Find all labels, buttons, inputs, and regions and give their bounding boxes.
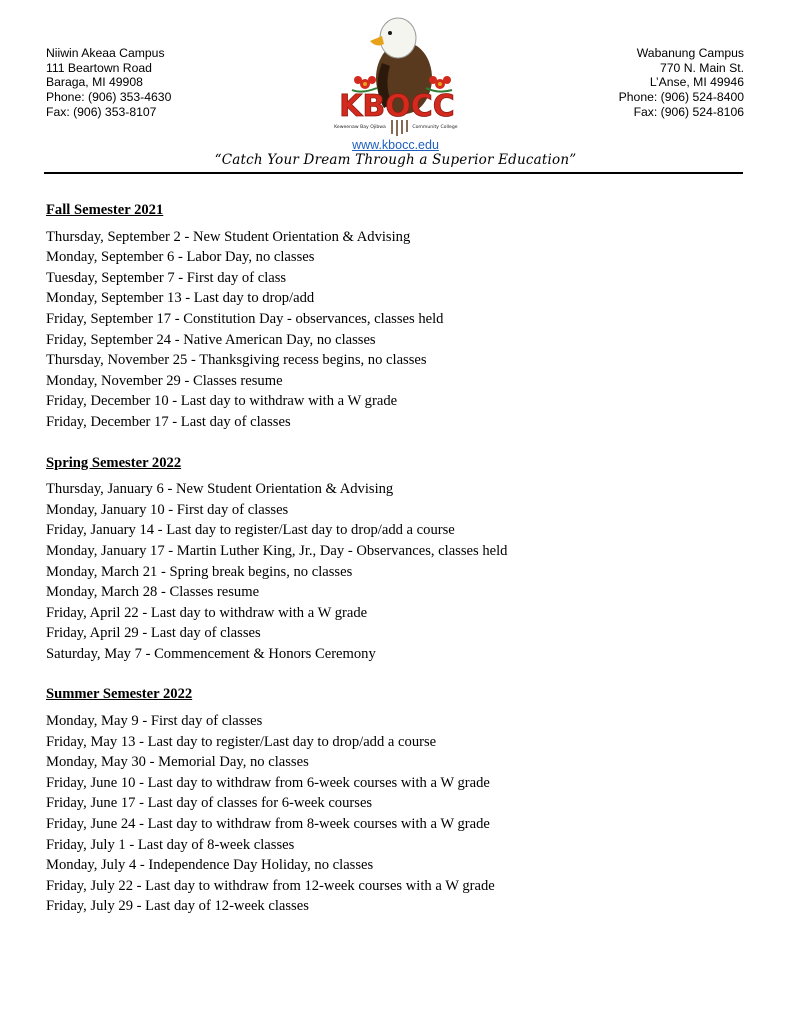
- calendar-event: Friday, May 13 - Last day to register/Last day to drop/add a course: [46, 733, 437, 750]
- calendar-event: Friday, September 17 - Constitution Day - observances, classes held: [46, 310, 444, 327]
- campus-city: L’Anse, MI 49946: [649, 75, 744, 90]
- calendar-event: Friday, December 10 - Last day to withdraw with a W grade: [46, 393, 398, 410]
- semester-section: [46, 453, 751, 665]
- calendar-event: Monday, November 29 - Classes resume: [46, 372, 283, 389]
- semester-section: [46, 200, 751, 433]
- calendar-event: Friday, December 17 - Last day of classes: [46, 413, 291, 430]
- academic-calendar: [46, 200, 751, 937]
- semester-title: Spring Semester 2022: [46, 454, 182, 471]
- calendar-event: Friday, July 22 - Last day to withdraw from 12-week courses with a W grade: [46, 877, 495, 894]
- calendar-event: Friday, September 24 - Native American Day, no classes: [46, 331, 376, 348]
- calendar-event: Monday, September 13 - Last day to drop/add: [46, 290, 315, 307]
- website-link[interactable]: www.kbocc.edu: [352, 138, 439, 152]
- right-campus-address: [619, 46, 744, 120]
- calendar-event: Friday, July 29 - Last day of 12-week classes: [46, 898, 309, 915]
- campus-phone: Phone: (906) 524-8400: [618, 90, 744, 105]
- calendar-event: Monday, January 17 - Martin Luther King, Jr., Day - Observances, classes held: [46, 542, 508, 559]
- calendar-event: Monday, May 9 - First day of classes: [46, 713, 263, 730]
- campus-fax: Fax: (906) 524-8106: [633, 104, 744, 119]
- calendar-event: Friday, January 14 - Last day to register/Last day to drop/add a course: [46, 522, 455, 539]
- header-divider: [44, 172, 743, 174]
- logo-wordmark: KBOCC: [339, 89, 455, 124]
- calendar-event: Tuesday, September 7 - First day of class: [46, 269, 287, 286]
- campus-street: 111 Beartown Road: [46, 60, 152, 75]
- semester-section: [46, 684, 751, 917]
- calendar-event: Friday, April 22 - Last day to withdraw with a W grade: [46, 604, 368, 621]
- calendar-event: Friday, July 1 - Last day of 8-week classes: [46, 836, 295, 853]
- campus-fax: Fax: (906) 353-8107: [46, 104, 157, 119]
- calendar-event: Monday, March 28 - Classes resume: [46, 584, 260, 601]
- logo-subtitle-right: Community College: [412, 125, 458, 130]
- calendar-event: Saturday, May 7 - Commencement & Honors Ceremony: [46, 645, 376, 662]
- campus-phone: Phone: (906) 353-4630: [46, 90, 172, 105]
- semester-title: Summer Semester 2022: [46, 686, 193, 703]
- calendar-event: Friday, June 24 - Last day to withdraw from 8-week courses with a W grade: [46, 816, 490, 833]
- campus-city: Baraga, MI 49908: [46, 75, 143, 90]
- eagle-head: [380, 18, 416, 58]
- calendar-event: Monday, May 30 - Memorial Day, no classes: [46, 754, 309, 771]
- calendar-event: Monday, July 4 - Independence Day Holiday, no classes: [46, 857, 374, 874]
- calendar-event: Thursday, January 6 - New Student Orientation & Advising: [46, 481, 394, 498]
- campus-name: Niiwin Akeaa Campus: [46, 46, 165, 60]
- calendar-event: Friday, April 29 - Last day of classes: [46, 625, 261, 642]
- eagle-eye: [388, 31, 392, 35]
- semester-title: Fall Semester 2021: [46, 202, 164, 218]
- calendar-event: Thursday, November 25 - Thanksgiving recess begins, no classes: [46, 352, 427, 369]
- calendar-event: Monday, September 6 - Labor Day, no classes: [46, 249, 315, 266]
- calendar-event: Monday, January 10 - First day of classes: [46, 501, 289, 518]
- calendar-event: Thursday, September 2 - New Student Orientation & Advising: [46, 228, 411, 245]
- calendar-event: Friday, June 10 - Last day to withdraw from 6-week courses with a W grade: [46, 774, 490, 791]
- left-campus-address: [46, 46, 171, 120]
- kbocc-logo: [322, 8, 472, 148]
- eagle-logo-icon: [322, 8, 472, 138]
- calendar-event: Friday, June 17 - Last day of classes for 6-week courses: [46, 795, 373, 812]
- calendar-event: Monday, March 21 - Spring break begins, no classes: [46, 563, 353, 580]
- eagle-beak: [370, 36, 384, 45]
- slogan: “Catch Your Dream Through a Superior Education”: [214, 152, 577, 168]
- campus-name: Wabanung Campus: [636, 46, 744, 60]
- campus-street: 770 N. Main St.: [660, 60, 744, 75]
- logo-subtitle-left: Keweenaw Bay Ojibwa: [334, 125, 386, 130]
